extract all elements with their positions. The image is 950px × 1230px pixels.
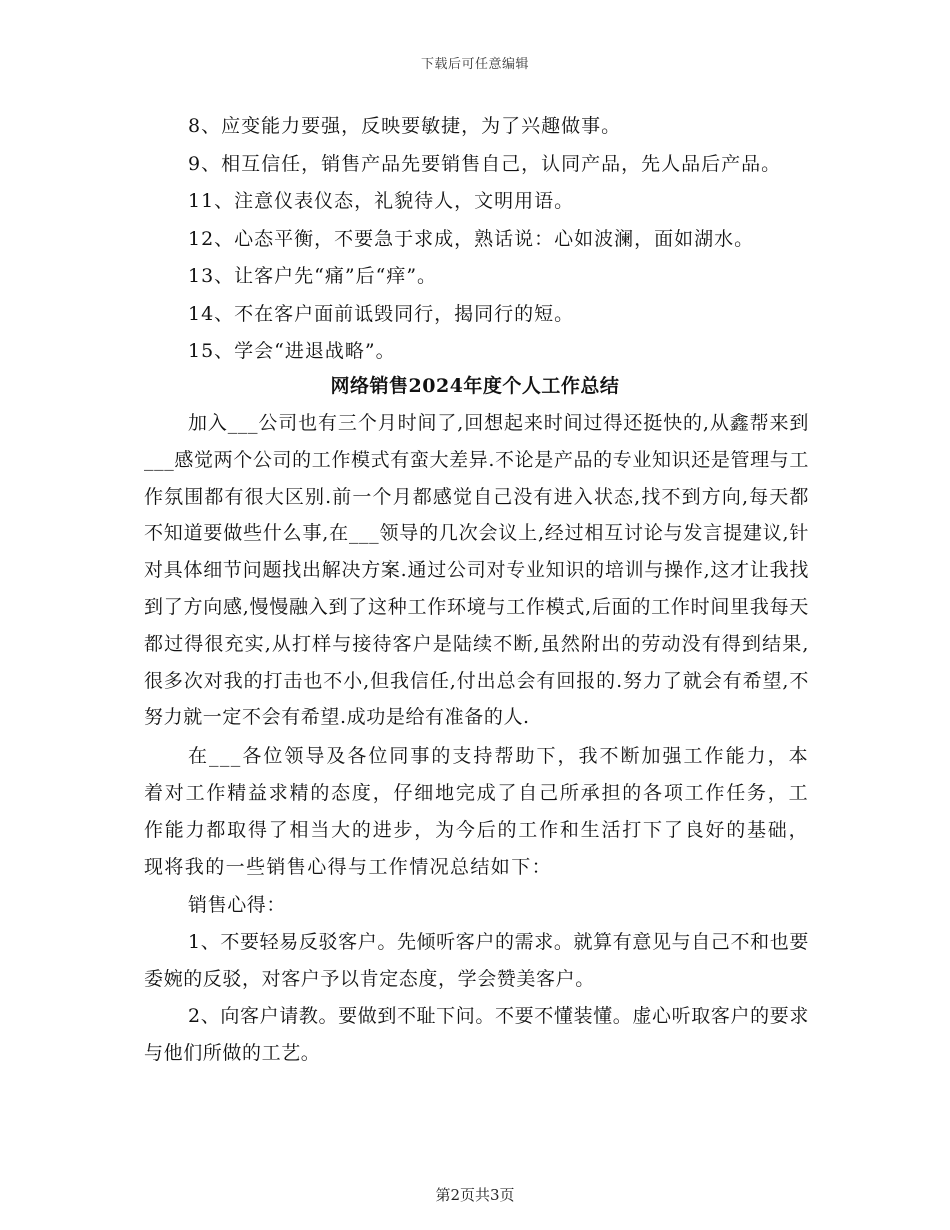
page-footer: 第2页共3页 [435, 1186, 515, 1204]
list-item: 13、让客户先“痛”后“痒”。 [188, 265, 438, 287]
list-item: 14、不在客户面前诋毁同行，揭同行的短。 [188, 302, 575, 325]
list-item: 9、相互信任，销售产品先要销售自己，认同产品，先人品后产品。 [188, 152, 782, 175]
paragraph-heading: 销售心得： [188, 894, 287, 917]
summary-body [144, 405, 809, 1071]
paragraph-support: 在___各位领导及各位同事的支持帮助下，我不断加强工作能力，本着对工作精益求精的态度，仔细地完成了自己所承担的各项工作任务，工作能力都取得了相当大的进步，为今后的工作和生活打下了良好的基础，现将我的一些销售心得与工作情况总结如下： [144, 745, 809, 878]
list-item: 11、注意仪表仪态，礼貌待人，文明用语。 [188, 190, 575, 212]
list-item: 8、应变能力要强，反映要敏捷，为了兴趣做事。 [188, 115, 622, 137]
paragraph-tip-1: 1、不要轻易反驳客户。先倾听客户的需求。就算有意见与自己不和也要委婉的反驳，对客户予以肯定态度，学会赞美客户。 [144, 931, 809, 990]
list-item: 15、学会“进退战略”。 [188, 340, 396, 362]
page-header: 下载后可任意编辑 [420, 57, 529, 72]
paragraph-tip-2: 2、向客户请教。要做到不耻下问。不要不懂装懂。虚心听取客户的要求与他们所做的工艺。 [144, 1004, 809, 1064]
tips-list [144, 108, 844, 371]
paragraph-intro: 加入___公司也有三个月时间了,回想起来时间过得还挺快的,从鑫帮来到___感觉两个公司的工作模式有蛮大差异.不论是产品的专业知识还是管理与工作氛围都有很大区别.前一个月都感觉自己没有进入状态,找不到方向,每天都不知道要做些什么事,在___领导的几次会议上,经过相互讨论与发言提建议,针对具体细节问题找出解决方案.通过公司对专业知识的培训与操作,这才让我找到了方向感,慢慢融入到了这种工作环境与工作模式,后面的工作时间里我每天都过得很充实,从打样与接待客户是陆续不断,虽然附出的劳动没有得到结果,很多次对我的打击也不小,但我信任,付出总会有回报的.努力了就会有希望,不努力就一定不会有希望.成功是给有准备的人. [144, 412, 809, 729]
list-item: 12、心态平衡，不要急于求成，熟话说：心如波澜，面如湖水。 [188, 227, 755, 250]
section-title: 网络销售2024年度个人工作总结 [330, 375, 620, 397]
